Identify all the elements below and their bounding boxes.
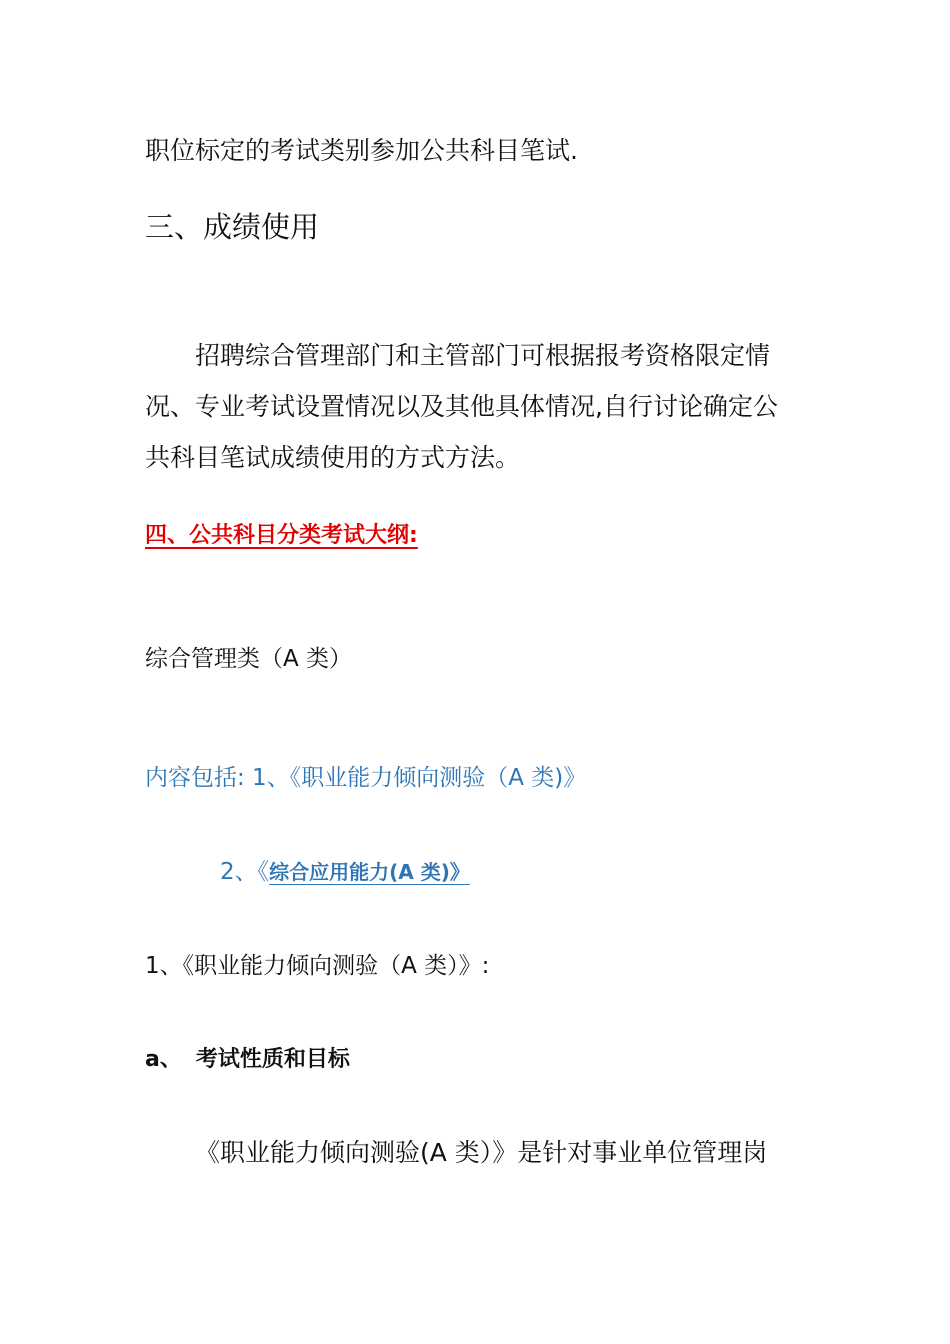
paragraph-line-1: 招聘综合管理部门和主管部门可根据报考资格限定情 (195, 341, 771, 370)
intro-line: 职位标定的考试类别参加公共科目笔试. (145, 136, 578, 165)
section-4-title-text: 四、公共科目分类考试大纲: (145, 523, 418, 548)
last-paragraph-line: 《职业能力倾向测验(A 类）》是针对事业单位管理岗 (195, 1138, 768, 1167)
section-3-title: 三、成绩使用 (145, 210, 320, 244)
sub-a-heading (145, 1043, 350, 1077)
contents-item-2-number: 2、《 (220, 859, 270, 885)
item-1-heading: 1、《职业能力倾向测验（A 类）》: (145, 953, 490, 979)
sub-a-marker: a、 (145, 1047, 182, 1072)
category-label: 综合管理类（A 类） (145, 646, 353, 672)
paragraph-line-3: 共科目笔试成绩使用的方式方法。 (145, 443, 521, 472)
contents-item-2-link[interactable] (269, 860, 480, 884)
contents-item-2-title[interactable]: 综合应用能力(A 类)》 (269, 860, 470, 884)
section-4-title (145, 519, 436, 553)
contents-line-2 (220, 855, 480, 889)
sub-a-title: 考试性质和目标 (195, 1047, 350, 1072)
contents-line-1: 内容包括: 1、《职业能力倾向测验（A 类)》 (145, 765, 587, 791)
paragraph-line-2: 况、专业考试设置情况以及其他具体情况,自行讨论确定公 (145, 392, 778, 421)
